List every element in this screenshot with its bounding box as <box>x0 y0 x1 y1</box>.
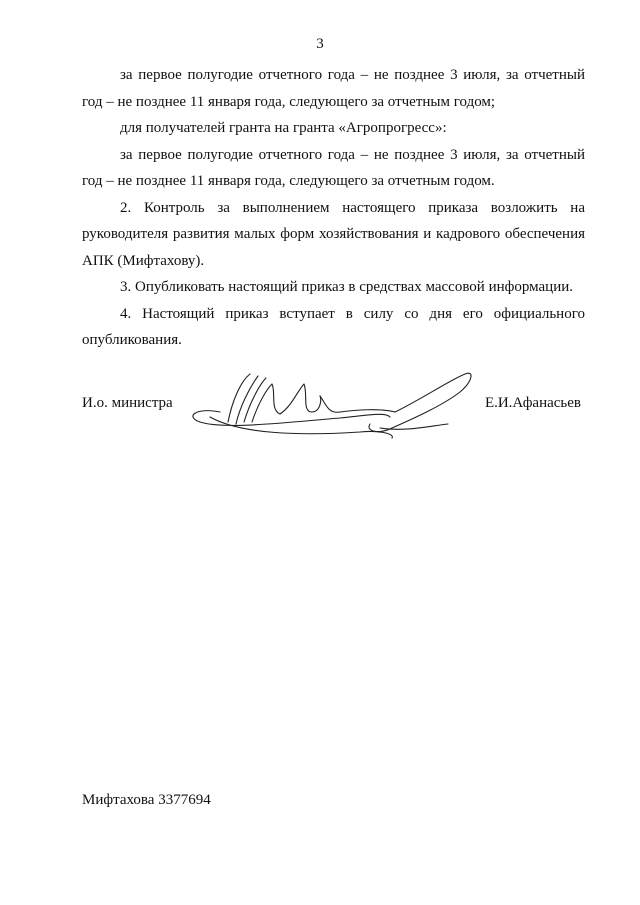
signer-title: И.о. министра <box>82 395 173 411</box>
paragraph-control-clause: 2. Контроль за выполнением настоящего приказа возложить на руководителя развития малых форм хозяйствования и кадрового обеспечения АПК (Мифтахову). <box>82 199 585 269</box>
signer-name: Е.И.Афанасьев <box>484 395 581 411</box>
document-body <box>82 62 585 354</box>
paragraph-publish-clause: 3. Опубликовать настоящий приказ в средствах массовой информации. <box>120 279 574 295</box>
paragraph-reporting-deadline-1: за первое полугодие отчетного года – не позднее 3 июля, за отчетный год – не позднее 11 января года, следующего за отчетным годом; <box>82 67 585 110</box>
handwritten-signature-icon <box>180 362 480 442</box>
footer-contact: Мифтахова 3377694 <box>82 792 211 808</box>
paragraph-reporting-deadline-2: за первое полугодие отчетного года – не позднее 3 июля, за отчетный год – не позднее 11 января года, следующего за отчетным годом. <box>82 146 585 189</box>
paragraph-grant-recipients: для получателей гранта на гранта «Агропрогресс»: <box>120 120 447 136</box>
page-number: 3 <box>316 36 324 52</box>
paragraph-effective-clause: 4. Настоящий приказ вступает в силу со дня его официального опубликования. <box>82 305 585 348</box>
